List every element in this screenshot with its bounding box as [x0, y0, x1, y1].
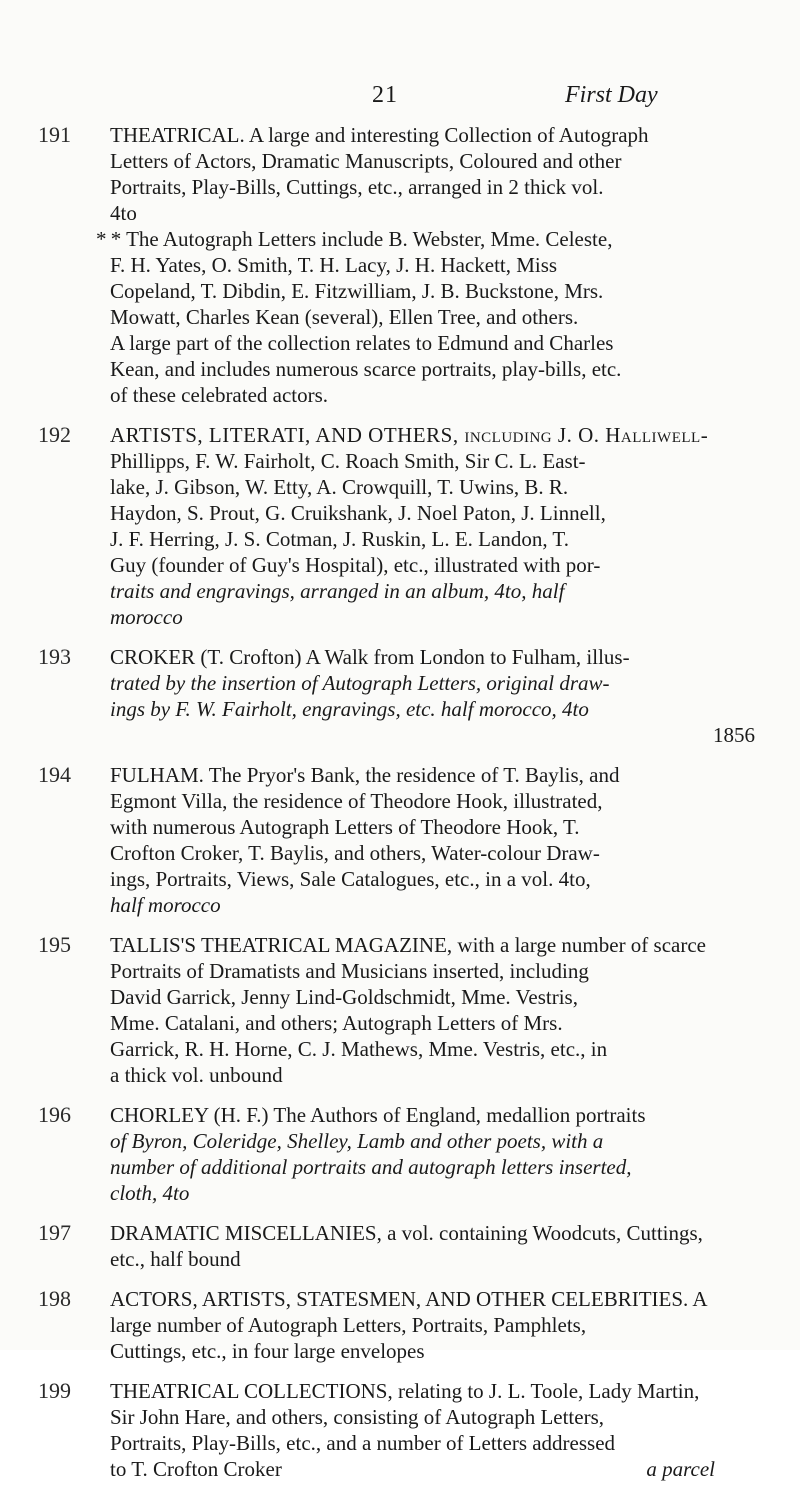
lot-line: 4to — [110, 201, 137, 225]
lot-line: ings by F. W. Fairholt, engravings, etc. half morocco, 4to — [110, 697, 589, 721]
lot-line: etc., half bound — [110, 1247, 241, 1271]
lot-line: large number of Autograph Letters, Portraits, Pamphlets, — [110, 1313, 587, 1337]
lot-description — [96, 122, 755, 408]
lot-number: 195 — [38, 932, 71, 957]
lot-line: Garrick, R. H. Horne, C. J. Mathews, Mme. Vestris, etc., in — [110, 1037, 608, 1061]
lot-line: David Garrick, Jenny Lind-Goldschmidt, Mme. Vestris, — [110, 985, 578, 1009]
lot-description — [110, 762, 755, 918]
lot-note-line: Kean, and includes numerous scarce portraits, play-bills, etc. — [110, 357, 622, 381]
lot-number: 193 — [38, 644, 71, 669]
lot-line: CHORLEY (H. F.) The Authors of England, medallion portraits — [110, 1103, 646, 1127]
lot-format: a parcel — [646, 1457, 715, 1481]
running-title: First Day — [565, 82, 658, 108]
lot-description — [110, 1286, 755, 1364]
lot-line: of Byron, Coleridge, Shelley, Lamb and other poets, with a — [110, 1129, 604, 1153]
lot-line: Letters of Actors, Dramatic Manuscripts, Coloured and other — [110, 149, 622, 173]
lot-line: DRAMATIC MISCELLANIES, a vol. containing Woodcuts, Cuttings, — [110, 1221, 703, 1245]
lot-description — [110, 422, 755, 630]
lot-list — [0, 122, 800, 1496]
lot-line: number of additional portraits and autograph letters inserted, — [110, 1155, 632, 1179]
lot-line: ARTISTS, LITERATI, AND OTHERS, including J. O. Halliwell- — [110, 423, 709, 447]
lot-number: 198 — [38, 1286, 71, 1311]
lot-note-line: F. H. Yates, O. Smith, T. H. Lacy, J. H. Hackett, Miss — [110, 253, 558, 277]
lot-line: Portraits, Play-Bills, Cuttings, etc., arranged in 2 thick vol. — [110, 175, 604, 199]
lot-line: a thick vol. unbound — [110, 1063, 283, 1087]
lot-193 — [0, 644, 800, 748]
lot-line: Phillipps, F. W. Fairholt, C. Roach Smith, Sir C. L. East- — [110, 449, 586, 473]
lot-number: 191 — [38, 122, 71, 147]
lot-line: morocco — [110, 605, 183, 629]
lot-date: 1856 — [713, 723, 755, 747]
lot-line: Portraits of Dramatists and Musicians inserted, including — [110, 959, 589, 983]
lot-line: J. F. Herring, J. S. Cotman, J. Ruskin, L. E. Landon, T. — [110, 527, 569, 551]
lot-line: Crofton Croker, T. Baylis, and others, Water-colour Draw- — [110, 841, 600, 865]
lot-description — [110, 932, 755, 1088]
lot-line: to T. Crofton Croker — [110, 1457, 282, 1481]
page-header — [0, 82, 800, 122]
lot-number: 194 — [38, 762, 71, 787]
lot-line: CROKER (T. Crofton) A Walk from London to Fulham, illus- — [110, 645, 630, 669]
lot-line: Egmont Villa, the residence of Theodore Hook, illustrated, — [110, 789, 603, 813]
lot-198 — [0, 1286, 800, 1364]
lot-197 — [0, 1220, 800, 1272]
lot-line: half morocco — [110, 893, 221, 917]
lot-line: Cuttings, etc., in four large envelopes — [110, 1339, 425, 1363]
lot-number: 197 — [38, 1220, 71, 1245]
lot-line: TALLIS'S THEATRICAL MAGAZINE, with a large number of scarce — [110, 933, 706, 957]
lot-line: Portraits, Play-Bills, etc., and a number of Letters addressed — [110, 1431, 616, 1455]
lot-note-line: Mowatt, Charles Kean (several), Ellen Tree, and others. — [110, 305, 579, 329]
lot-192 — [0, 422, 800, 630]
lot-note-line: Copeland, T. Dibdin, E. Fitzwilliam, J. B. Buckstone, Mrs. — [110, 279, 604, 303]
lot-description — [110, 1220, 755, 1272]
lot-line: Guy (founder of Guy's Hospital), etc., illustrated with por- — [110, 553, 601, 577]
lot-194 — [0, 762, 800, 918]
lot-line: ings, Portraits, Views, Sale Catalogues, etc., in a vol. 4to, — [110, 867, 591, 891]
lot-195 — [0, 932, 800, 1088]
lot-number: 199 — [38, 1378, 71, 1403]
lot-note-line: of these celebrated actors. — [110, 383, 329, 407]
lot-line: cloth, 4to — [110, 1181, 190, 1205]
lot-line: Haydon, S. Prout, G. Cruikshank, J. Noel Paton, J. Linnell, — [110, 501, 606, 525]
lot-number: 192 — [38, 422, 71, 447]
lot-line: THEATRICAL COLLECTIONS, relating to J. L. Toole, Lady Martin, — [110, 1379, 700, 1403]
lot-number: 196 — [38, 1102, 71, 1127]
lot-line-final — [110, 1456, 755, 1482]
lot-line: lake, J. Gibson, W. Etty, A. Crowquill, T. Uwins, B. R. — [110, 475, 569, 499]
lot-line: FULHAM. The Pryor's Bank, the residence of T. Baylis, and — [110, 763, 620, 787]
lot-line: trated by the insertion of Autograph Letters, original draw- — [110, 671, 610, 695]
lot-description — [110, 1378, 755, 1482]
lot-line: THEATRICAL. A large and interesting Collection of Autograph — [110, 123, 649, 147]
lot-line: with numerous Autograph Letters of Theodore Hook, T. — [110, 815, 580, 839]
lot-199 — [0, 1378, 800, 1482]
lot-note-line: A large part of the collection relates to Edmund and Charles — [110, 331, 614, 355]
lot-description — [110, 1102, 755, 1206]
lot-note-line: * * The Autograph Letters include B. Webster, Mme. Celeste, — [96, 227, 613, 251]
lot-line: traits and engravings, arranged in an album, 4to, half — [110, 579, 565, 603]
lot-196 — [0, 1102, 800, 1206]
lot-line: Mme. Catalani, and others; Autograph Letters of Mrs. — [110, 1011, 563, 1035]
lot-description — [110, 644, 755, 748]
page-number: 21 — [372, 82, 398, 108]
lot-line: ACTORS, ARTISTS, STATESMEN, AND OTHER CELEBRITIES. A — [110, 1287, 708, 1311]
lot-191 — [0, 122, 800, 408]
lot-line: Sir John Hare, and others, consisting of Autograph Letters, — [110, 1405, 604, 1429]
